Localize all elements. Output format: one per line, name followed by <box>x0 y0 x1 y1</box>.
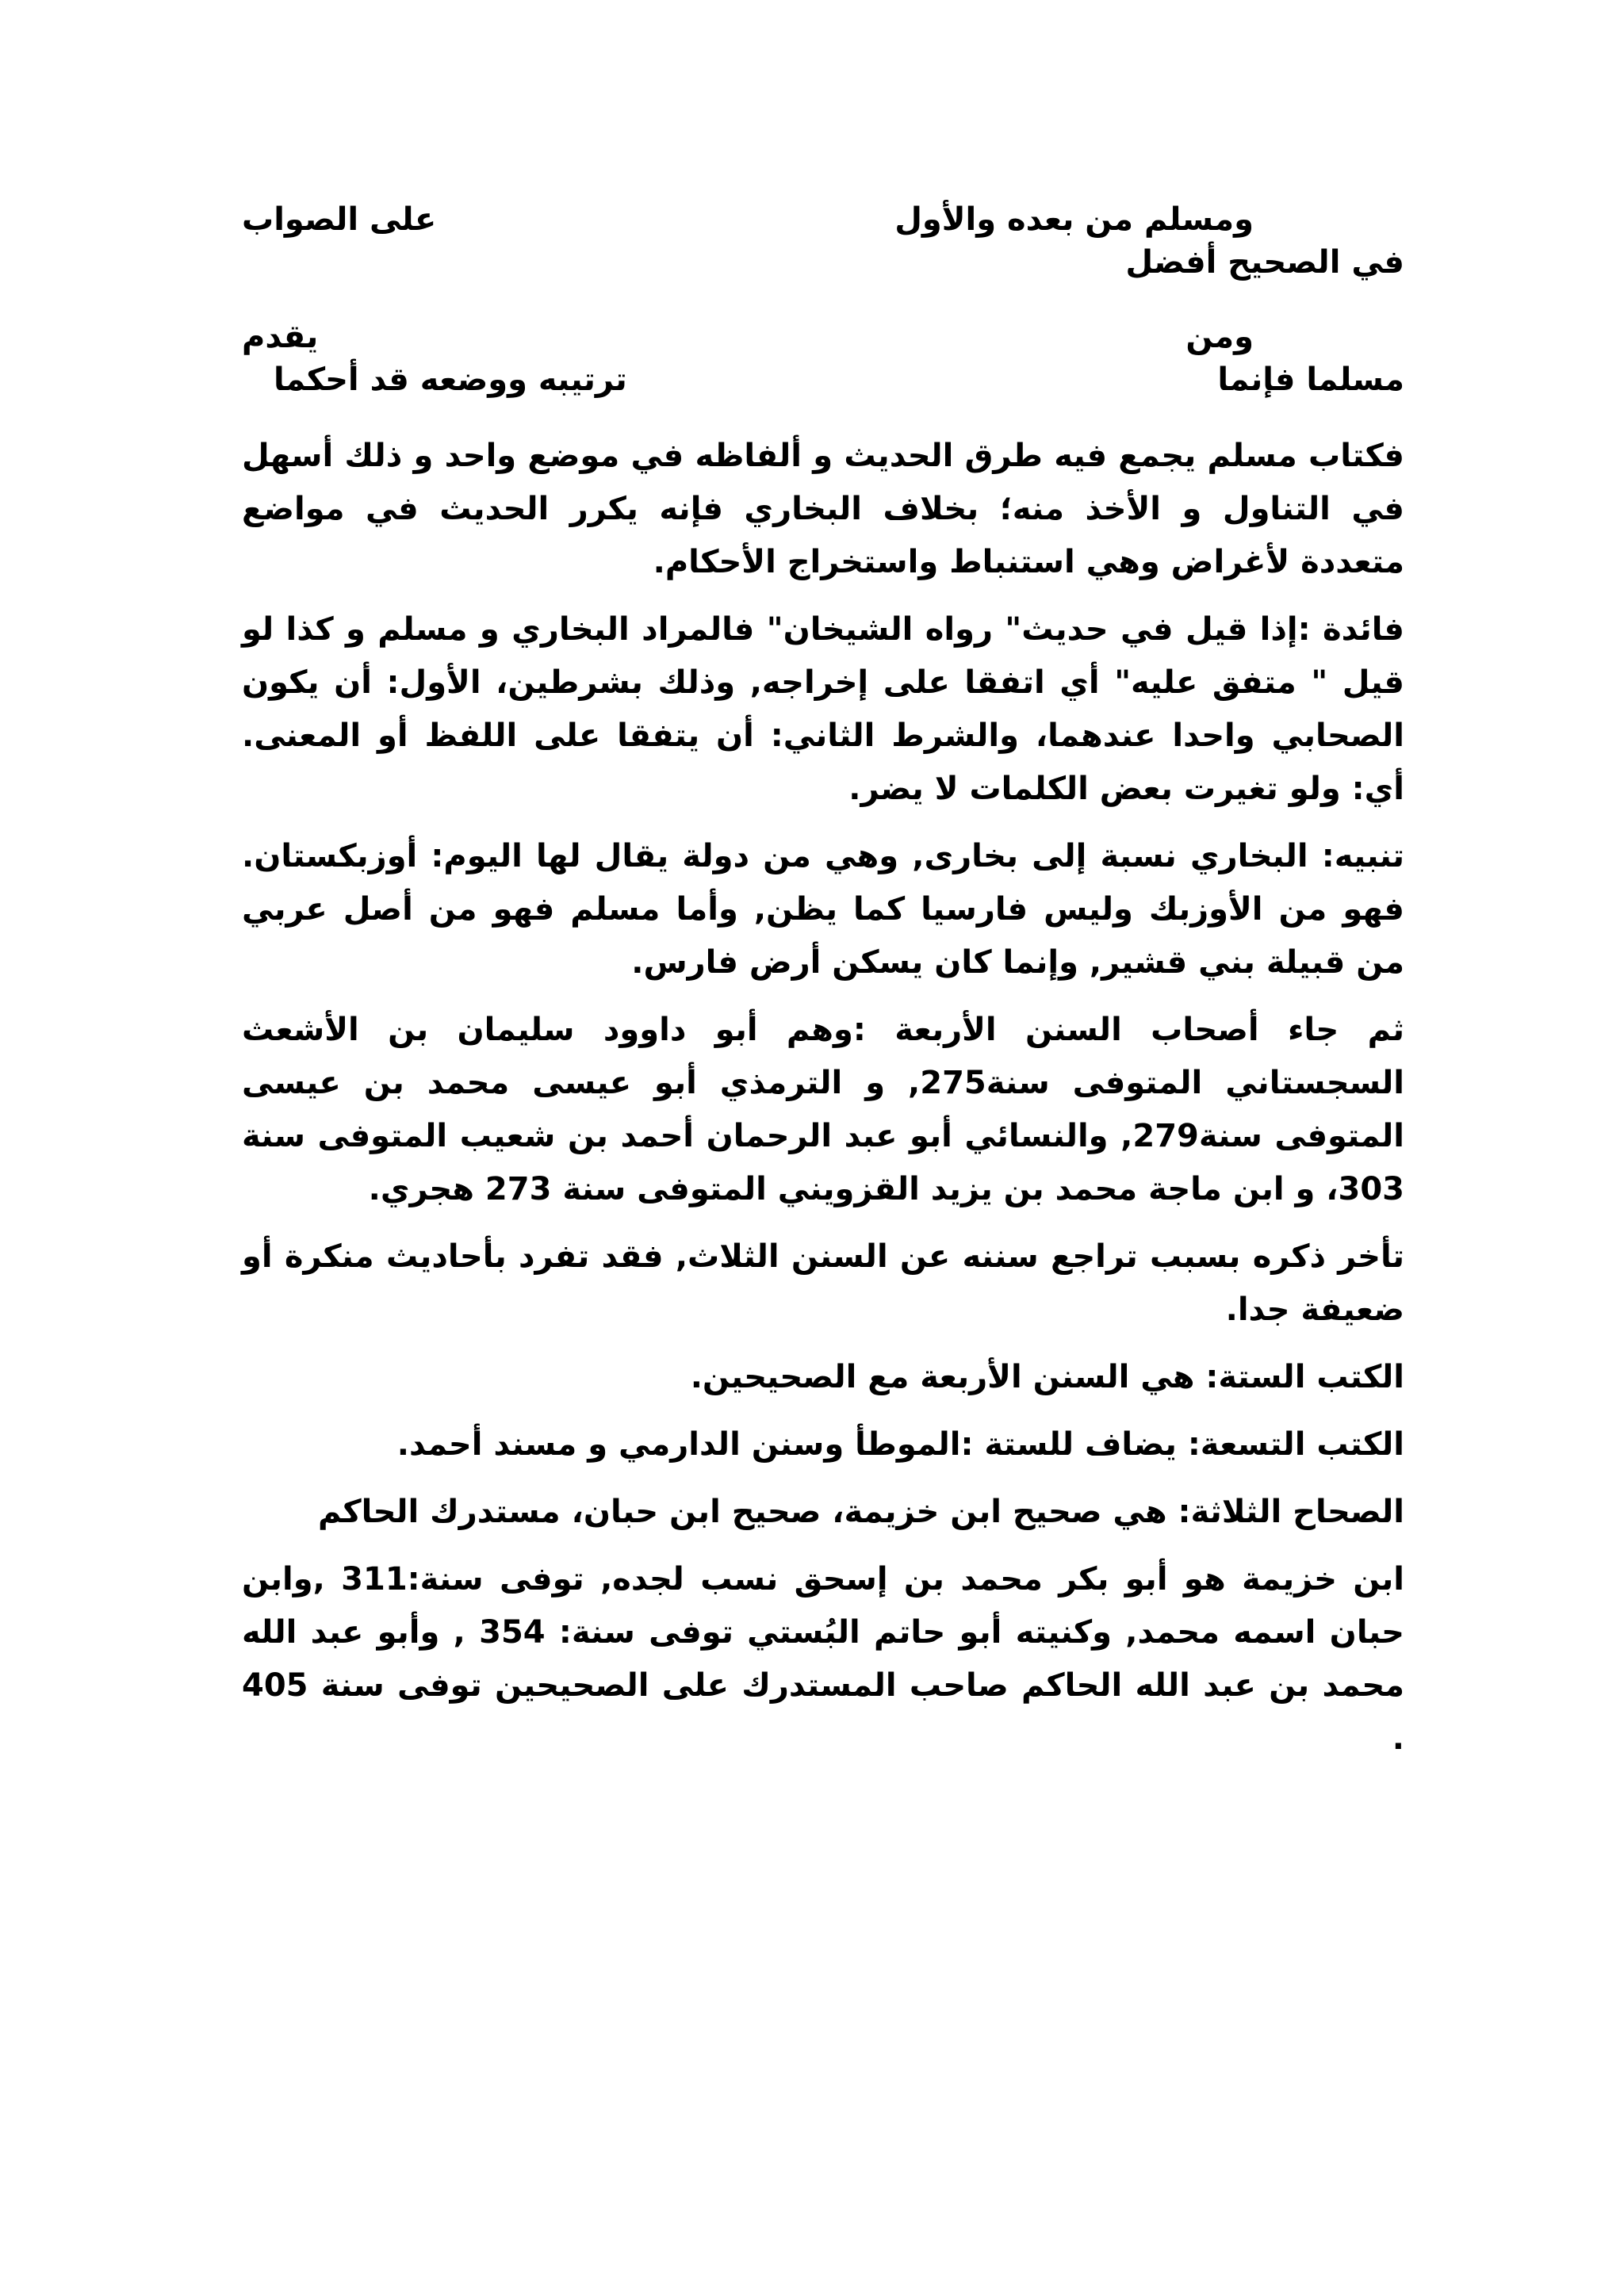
paragraph-tanbih: تنبيه: البخاري نسبة إلى بخارى, وهي من دولة يقال لها اليوم: أوزبكستان. فهو من الأوزبك وليس فارسيا كما يظن, وأما مسلم فهو من أصل عربي من قبيلة بني قشير, وإنما كان يسكن أرض فارس. <box>242 838 1404 981</box>
poem-line-1-left: على الصواب <box>242 201 437 238</box>
poem-line-4 <box>242 358 1404 401</box>
paragraph-authors-dates: ابن خزيمة هو أبو بكر محمد بن إسحق نسب لجده, توفى سنة:311 ,وابن حبان اسمه محمد, وكنيته أبو حاتم البُستي توفى سنة: 354 , وأبو عبد الله محمد بن عبد الله الحاكم صاحب المستدرك على الصحيحين توفى سنة 405 . <box>242 1561 1405 1757</box>
paragraph-three-sahihs: الصحاح الثلاثة: هي صحيح ابن خزيمة، صحيح ابن حبان، مستدرك الحاكم <box>317 1494 1404 1530</box>
paragraph-ibn-majah-note: تأخر ذكره بسبب تراجع سننه عن السنن الثلاث, فقد تفرد بأحاديث منكرة أو ضعيفة جدا. <box>242 1238 1404 1328</box>
paragraph-faida: فائدة :إذا قيل في حديث" رواه الشيخان" فالمراد البخاري و مسلم و كذا لو قيل " متفق عليه" أي اتفقا على إخراجه, وذلك بشرطين، الأول: أن يكون الصحابي واحدا عندهما، والشرط الثاني: أن يتفقا على اللفظ أو المعنى. أي: ولو تغيرت بعض الكلمات لا يضر. <box>242 611 1404 807</box>
poem-line-3-left: يقدم <box>242 319 319 355</box>
poem-line-3-right: ومن <box>1185 319 1254 355</box>
paragraph-sunan-authors: ثم جاء أصحاب السنن الأربعة :وهم أبو داوود سليمان بن الأشعث السجستاني المتوفى سنة275, و الترمذي أبو عيسى محمد بن عيسى المتوفى سنة279, والنسائي أبو عبد الرحمان أحمد بن شعيب المتوفى سنة 303، و ابن ماجة محمد بن يزيد القزويني المتوفى سنة 273 هجري. <box>242 1012 1405 1207</box>
poem-line-3 <box>242 316 1404 358</box>
poem-line-2-right: في الصحيح أفضل <box>1125 244 1404 281</box>
poem-line-4-left: ترتيبه ووضعه قد أحكما <box>274 362 627 398</box>
poem-line-1 <box>242 198 1404 241</box>
poem-line-4-right: مسلما فإنما <box>1217 362 1404 398</box>
document-body <box>242 198 1404 1766</box>
paragraph-muslim-book: فكتاب مسلم يجمع فيه طرق الحديث و ألفاظه في موضع واحد و ذلك أسهل في التناول و الأخذ منه؛ بخلاف البخاري فإنه يكرر الحديث في مواضع متعددة لأغراض وهي استنباط واستخراج الأحكام. <box>242 438 1404 580</box>
poem-line-1-right: ومسلم من بعده والأول <box>894 201 1254 238</box>
paragraph-nine-books: الكتب التسعة: يضاف للستة :الموطأ وسنن الدارمي و مسند أحمد. <box>396 1426 1404 1463</box>
paragraph-six-books: الكتب الستة: هي السنن الأربعة مع الصحيحين. <box>690 1359 1404 1395</box>
poem-line-2 <box>242 241 1404 284</box>
